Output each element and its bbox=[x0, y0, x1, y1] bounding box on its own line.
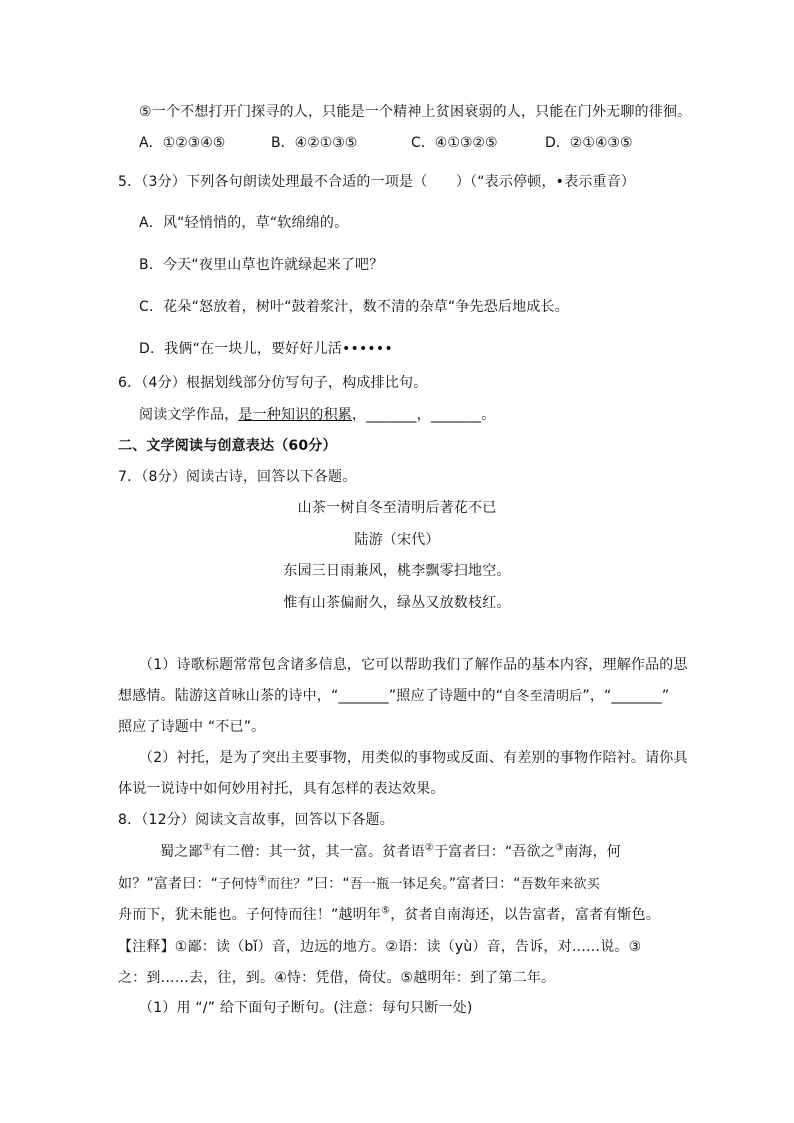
q6-stem: 6．（4分）根据划线部分仿写句子，构成排比句。 bbox=[118, 375, 428, 391]
q8-text: ，贫者自南海还，以告富者，富者有惭色。 bbox=[390, 907, 661, 923]
q7-sub1-text: 想感情。陆游这首咏山茶的诗中，“_______”照应了诗题中的“ bbox=[118, 688, 504, 704]
q6-sentence bbox=[139, 405, 495, 425]
poem-line-1: 东园三日雨兼风，桃李飘零扫地空。 bbox=[283, 563, 511, 579]
q7-sub1-line1: （1）诗歌标题常常包含诸多信息，它可以帮助我们了解作品的基本内容，理解作品的思 bbox=[139, 657, 688, 673]
q8-text: 有二僧：其一贫，其一富。贫者语 bbox=[211, 844, 425, 860]
q8-notes-line2: 之：到……去，往，到。④恃：凭借，倚仗。⑤越明年：到了第二年。 bbox=[118, 970, 556, 986]
q4-option-b: B．④②①③⑤ bbox=[271, 135, 358, 151]
footnote-marker-3: ③ bbox=[555, 842, 565, 854]
q7-sub1-quote: 自冬至清明后 bbox=[503, 689, 583, 704]
q8-quote: 子何恃 bbox=[218, 877, 258, 892]
poem-author: 陆游（宋代） bbox=[354, 532, 440, 548]
q6-suffix: ，_______，_______。 bbox=[352, 407, 496, 423]
footnote-marker-2: ② bbox=[424, 842, 434, 854]
q8-text: 南海，何 bbox=[564, 844, 621, 860]
q5-option-d: D．我俩“在一块儿，要好好儿活•••••• bbox=[139, 341, 393, 357]
footnote-marker-1: ① bbox=[202, 842, 212, 854]
poem-line-2: 惟有山茶偏耐久，绿丛又放数枝红。 bbox=[283, 595, 511, 611]
q8-quote: 吾数年来欲买 bbox=[520, 877, 600, 892]
q8-quote: 而往？ bbox=[266, 877, 307, 892]
q7-stem: 7．（8分）阅读古诗，回答以下各题。 bbox=[118, 469, 357, 485]
q8-text: 如？”富者曰：“ bbox=[118, 876, 219, 892]
q4-option-c: C．④①③②⑤ bbox=[411, 135, 498, 151]
q4-option-a: A．①②③④⑤ bbox=[139, 135, 226, 151]
q4-option-d: D．②①④③⑤ bbox=[545, 135, 633, 151]
q8-stem: 8．（12分）阅读文言故事，回答以下各题。 bbox=[118, 812, 394, 828]
q8-passage-line3 bbox=[118, 905, 660, 925]
q8-passage-line1 bbox=[160, 842, 621, 862]
q5-stem: 5．（3分）下列各句朗读处理最不合适的一项是（ ）（“表示停顿，•表示重音） bbox=[118, 174, 636, 190]
q7-sub1-blank: ”，“_______” bbox=[582, 688, 670, 704]
footnote-marker-4: ④ bbox=[257, 874, 267, 886]
q5-option-c: C．花朵“怒放着，树叶“鼓着浆汁，数不清的杂草“争先恐后地成长。 bbox=[139, 299, 569, 315]
q8-text: 蜀之鄙 bbox=[160, 844, 203, 860]
q8-text: 舟而下，犹未能也。子何恃而往！”越明年 bbox=[118, 907, 382, 923]
q8-text: ”富者曰：“ bbox=[448, 876, 521, 892]
q7-sub2-line2: 体说一说诗中如何妙用衬托，具有怎样的表达效果。 bbox=[118, 781, 445, 797]
q5-option-a: A．风“轻悄悄的，草“软绵绵的。 bbox=[139, 215, 349, 231]
poem-title: 山茶一树自冬至清明后著花不已 bbox=[297, 500, 497, 516]
q4-item5: ⑤一个不想打开门探寻的人，只能是一个精神上贫困衰弱的人，只能在门外无聊的徘徊。 bbox=[139, 104, 692, 120]
q8-quote: 吾一瓶一钵足矣。 bbox=[349, 877, 449, 892]
q8-text: ”曰：“ bbox=[306, 876, 350, 892]
q7-sub1-line2 bbox=[118, 686, 669, 707]
q8-text: 于富者曰：“吾欲之 bbox=[433, 844, 556, 860]
q8-sub1: （1）用 “/” 给下面句子断句。(注意：每句只断一处) bbox=[139, 1000, 473, 1016]
q5-option-b: B．今天“夜里山草也许就绿起来了吧？ bbox=[139, 257, 384, 273]
q7-sub2-line1: （2）衬托，是为了突出主要事物，用类似的事物或反面、有差别的事物作陪衬。请你具 bbox=[139, 750, 688, 766]
q8-notes-line1: 【注释】①鄙：读（bǐ）音，边远的地方。②语：读（yù）音，告诉，对……说。③ bbox=[118, 939, 642, 955]
footnote-marker-5: ⑤ bbox=[381, 905, 391, 917]
q7-sub1-line3: 照应了诗题中 “不已”。 bbox=[118, 719, 266, 735]
section-2-heading: 二、文学阅读与创意表达（60分） bbox=[118, 438, 337, 454]
q6-underlined-text: 是一种知识的积累 bbox=[238, 407, 353, 423]
q6-prefix: 阅读文学作品， bbox=[139, 407, 239, 423]
q8-passage-line2 bbox=[118, 874, 600, 895]
